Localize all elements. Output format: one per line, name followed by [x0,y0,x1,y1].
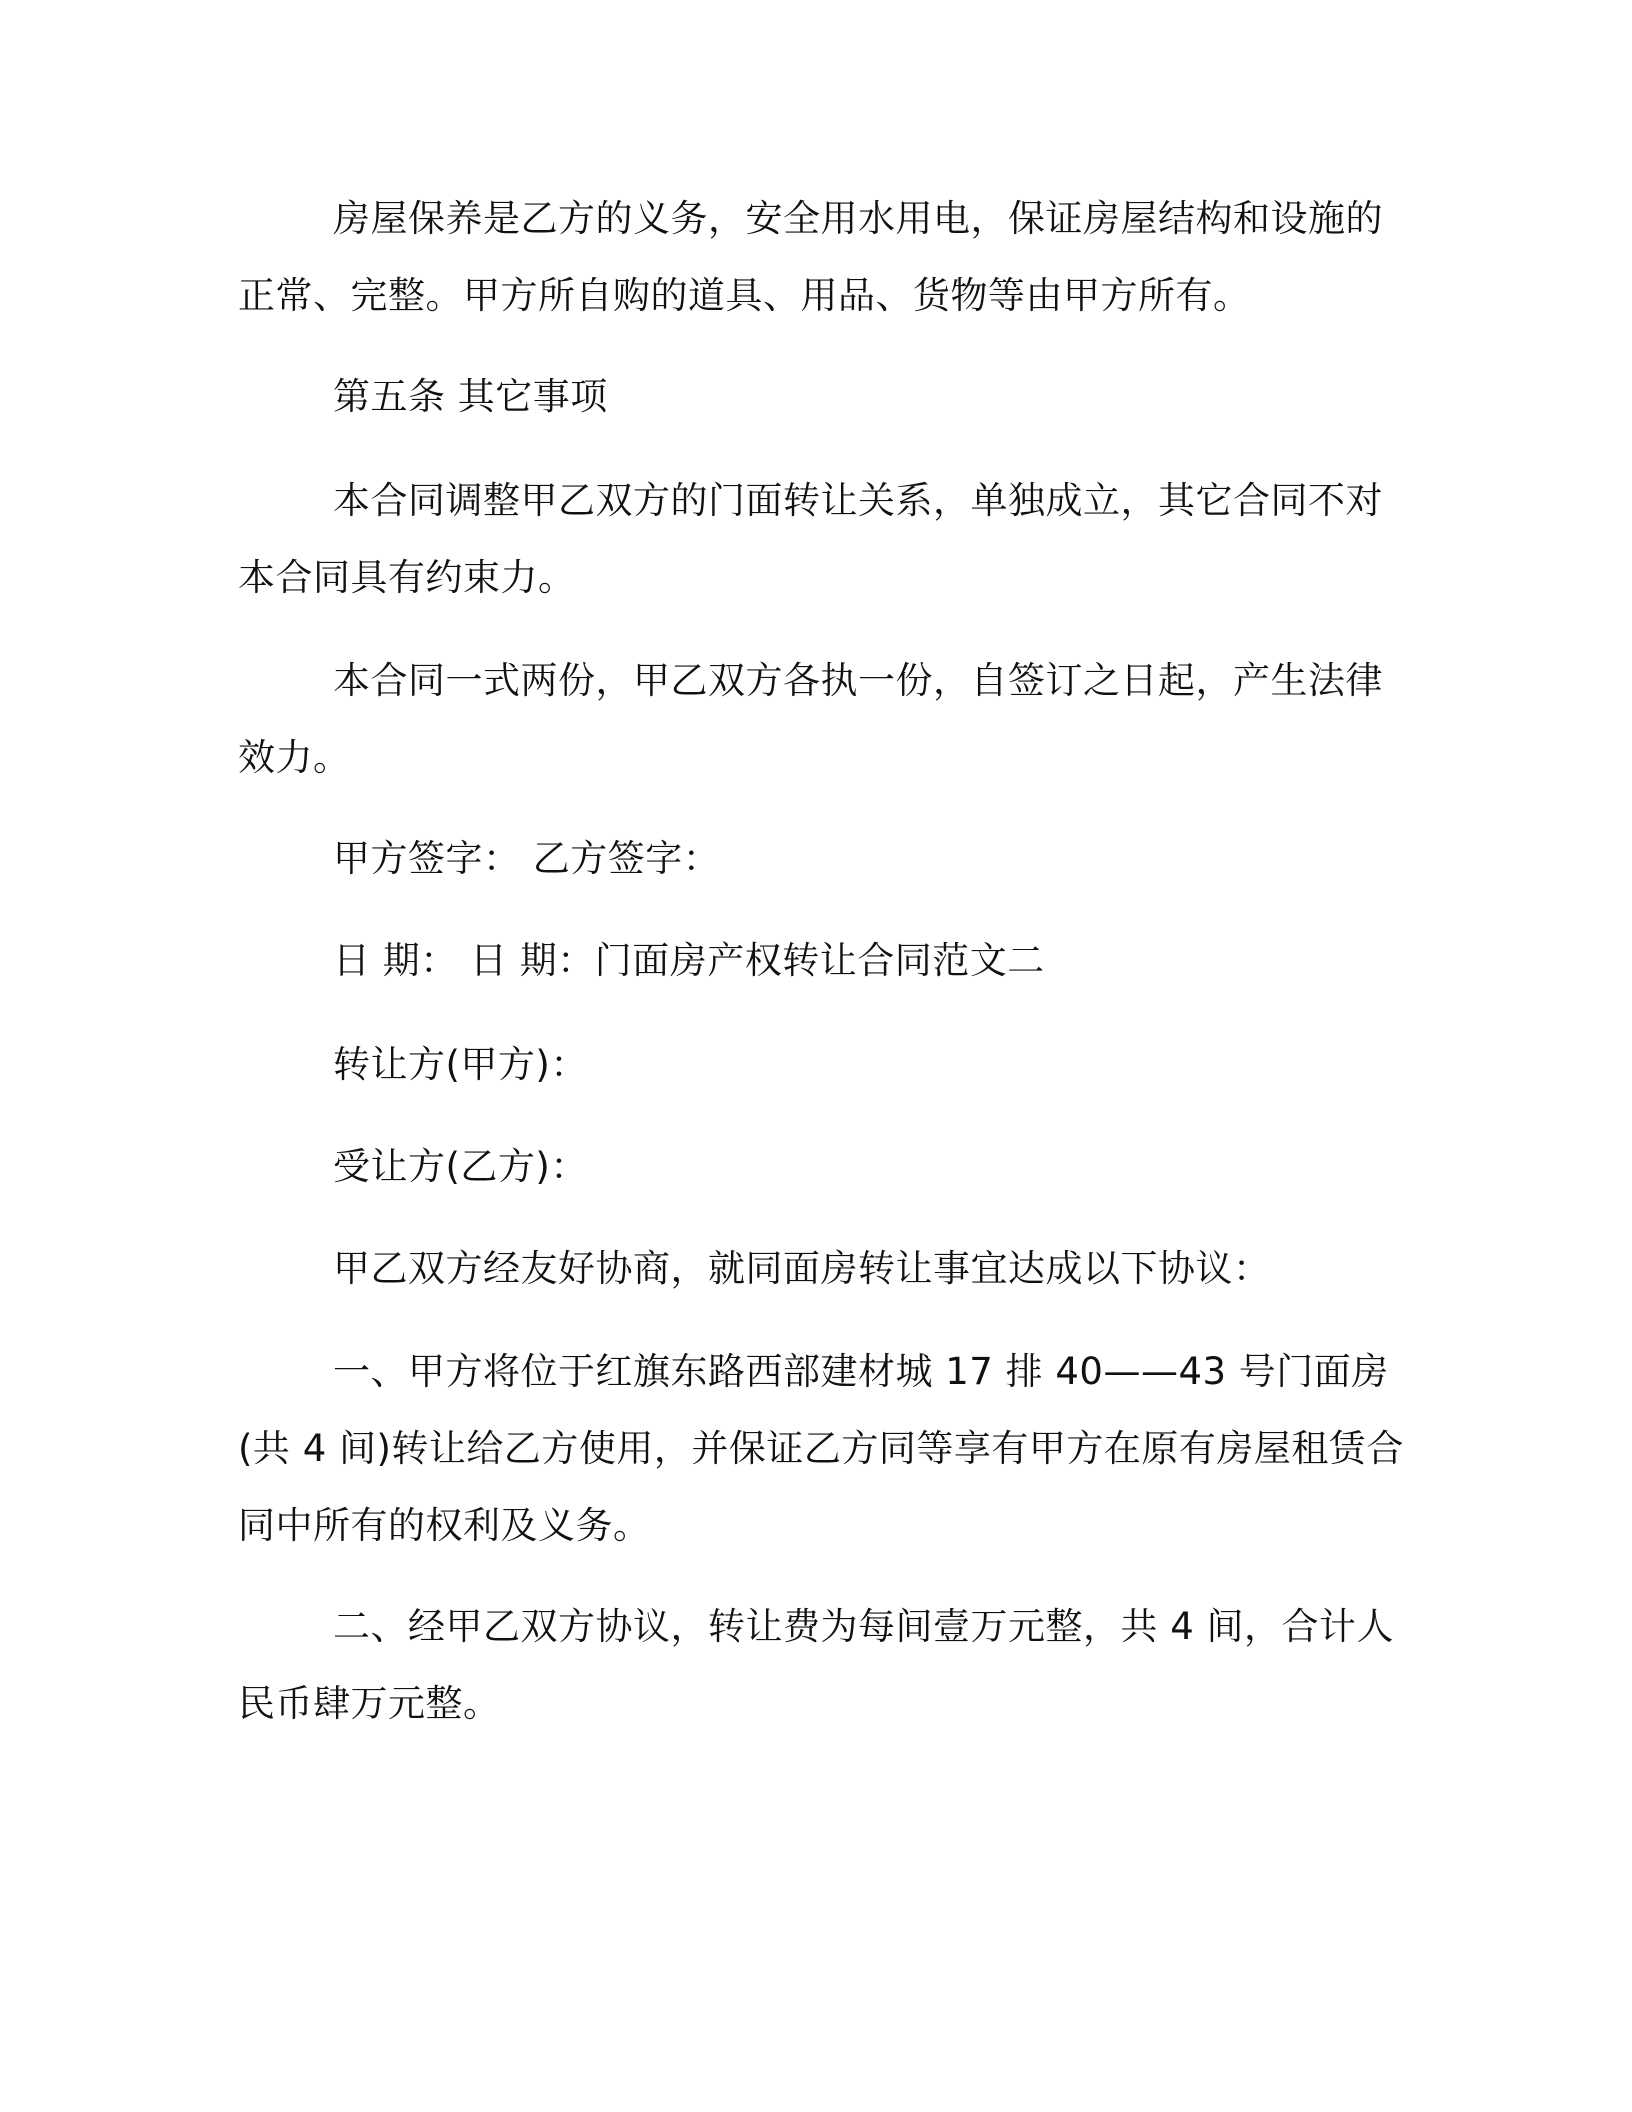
paragraph-line: 同中所有的权利及义务。 [238,1504,651,1547]
paragraph-line: 房屋保养是乙方的义务，安全用水用电，保证房屋结构和设施的 [333,197,1383,240]
paragraph-line: 本合同具有约束力。 [238,556,576,599]
paragraph-line: 效力。 [238,736,351,779]
section-heading: 第五条 其它事项 [333,375,608,418]
date-line: 日 期： 日 期：门面房产权转让合同范文二 [333,939,1045,982]
transferor-line: 转让方(甲方)： [333,1043,588,1086]
paragraph-line: (共 4 间)转让给乙方使用，并保证乙方同等享有甲方在原有房屋租赁合 [238,1427,1404,1470]
paragraph-line: 本合同一式两份，甲乙双方各执一份，自签订之日起，产生法律 [333,659,1383,702]
paragraph-line: 民币肆万元整。 [238,1682,501,1725]
paragraph-line: 正常、完整。甲方所自购的道具、用品、货物等由甲方所有。 [238,274,1251,317]
transferee-line: 受让方(乙方)： [333,1145,588,1188]
paragraph-line: 本合同调整甲乙双方的门面转让关系，单独成立，其它合同不对 [333,479,1383,522]
paragraph-line: 一、甲方将位于红旗东路西部建材城 17 排 40——43 号门面房 [333,1350,1389,1393]
paragraph-line: 二、经甲乙双方协议，转让费为每间壹万元整，共 4 间，合计人 [333,1605,1395,1648]
paragraph-line: 甲乙双方经友好协商，就同面房转让事宜达成以下协议： [333,1247,1271,1290]
signature-line: 甲方签字： 乙方签字： [333,837,721,880]
